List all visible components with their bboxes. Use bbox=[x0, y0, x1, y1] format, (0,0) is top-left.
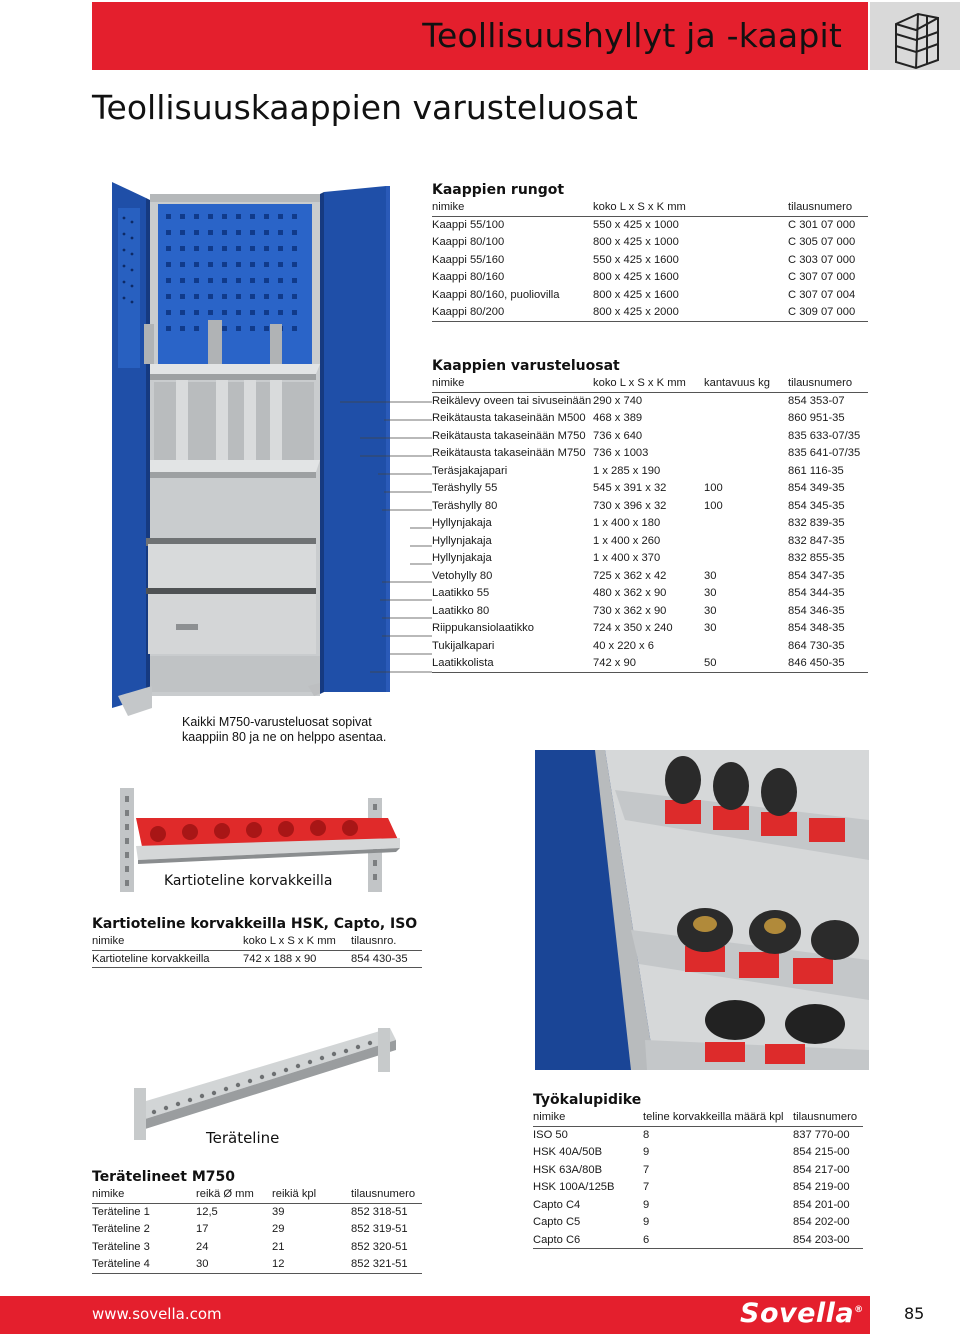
header-cell: teline korvakkeilla määrä kpl bbox=[643, 1111, 784, 1123]
table-row bbox=[432, 304, 868, 322]
table-header bbox=[432, 199, 868, 217]
cell: 861 116-35 bbox=[788, 464, 844, 477]
cell: 100 bbox=[704, 482, 723, 494]
table-row bbox=[533, 1214, 863, 1232]
cell: 39 bbox=[272, 1205, 285, 1218]
cell: Teräteline 2 bbox=[92, 1223, 150, 1235]
table-row bbox=[533, 1162, 863, 1180]
cell: Teräshylly 55 bbox=[432, 482, 498, 494]
cell: Teräteline 4 bbox=[92, 1258, 150, 1270]
table-row bbox=[432, 515, 868, 533]
kartioteline-title: Kartioteline korvakkeilla HSK, Capto, ISO bbox=[92, 916, 418, 932]
cell: 854 217-00 bbox=[793, 1163, 850, 1176]
table-row bbox=[432, 234, 868, 252]
header-cell: tilausnro. bbox=[351, 935, 397, 947]
cell: 852 320-51 bbox=[351, 1240, 408, 1253]
shelving-icon bbox=[870, 2, 960, 70]
cell: Teräteline 3 bbox=[92, 1240, 150, 1253]
page-number: 85 bbox=[904, 1304, 925, 1323]
header-cell: koko L x S x K mm bbox=[593, 201, 686, 213]
cell: 832 855-35 bbox=[788, 552, 845, 564]
header-band bbox=[92, 2, 868, 70]
table-row bbox=[432, 269, 868, 287]
header-cell: koko L x S x K mm bbox=[243, 935, 336, 947]
table-row bbox=[92, 1239, 422, 1257]
table-row bbox=[432, 393, 868, 411]
table-row bbox=[533, 1232, 863, 1250]
table-row bbox=[432, 217, 868, 235]
cell: Capto C4 bbox=[533, 1198, 581, 1211]
terateline-image-label: Teräteline bbox=[206, 1129, 280, 1147]
table-header bbox=[533, 1109, 863, 1127]
cell: 8 bbox=[643, 1128, 650, 1141]
cell: C 309 07 000 bbox=[788, 306, 856, 318]
cell: 30 bbox=[704, 569, 717, 582]
cell: 854 348-35 bbox=[788, 622, 845, 634]
table-row bbox=[432, 410, 868, 428]
cell: ISO 50 bbox=[533, 1128, 568, 1141]
cell: HSK 63A/80B bbox=[533, 1163, 603, 1176]
table-row bbox=[432, 533, 868, 551]
cell: HSK 100A/125B bbox=[533, 1181, 615, 1193]
table-row bbox=[432, 498, 868, 516]
header-cell: kantavuus kg bbox=[704, 377, 770, 389]
cell: 1 x 400 x 180 bbox=[593, 517, 661, 529]
cell: 736 x 1003 bbox=[593, 447, 649, 459]
teratelineet-title: Terätelineet M750 bbox=[92, 1169, 236, 1185]
cell: 550 x 425 x 1000 bbox=[593, 218, 679, 231]
header-cell: reikiä kpl bbox=[272, 1188, 317, 1200]
cell: 852 318-51 bbox=[351, 1205, 408, 1218]
cell: 742 x 188 x 90 bbox=[243, 952, 317, 965]
cell: 800 x 425 x 1000 bbox=[593, 236, 679, 248]
cell: Kaappi 55/100 bbox=[432, 218, 505, 231]
footer-url-link[interactable]: www.sovella.com bbox=[92, 1305, 222, 1323]
cell: 725 x 362 x 42 bbox=[593, 569, 667, 582]
cell: C 305 07 000 bbox=[788, 236, 856, 248]
cell: Vetohylly 80 bbox=[432, 569, 493, 582]
tyokalupidike-title: Työkalupidike bbox=[533, 1092, 642, 1108]
section-title: Teollisuushyllyt ja -kaapit bbox=[422, 16, 842, 55]
varusteluosat-title: Kaappien varusteluosat bbox=[432, 358, 620, 374]
cell: Hyllynjakaja bbox=[432, 517, 492, 529]
cell: C 303 07 000 bbox=[788, 253, 856, 266]
header-cell: koko L x S x K mm bbox=[593, 377, 686, 389]
cell: 736 x 640 bbox=[593, 429, 643, 442]
cell: 854 430-35 bbox=[351, 952, 408, 965]
header-cell: tilausnumero bbox=[788, 201, 853, 213]
kartioteline-table bbox=[92, 915, 422, 968]
cell: Riippukansiolaatikko bbox=[432, 622, 534, 634]
table-row bbox=[533, 1144, 863, 1162]
cell: Laatikko 80 bbox=[432, 604, 490, 617]
cell: Laatikko 55 bbox=[432, 587, 490, 599]
header-cell: nimike bbox=[432, 201, 465, 213]
cell: Reikätausta takaseinään M500 bbox=[432, 412, 586, 424]
cell: 9 bbox=[643, 1146, 650, 1158]
cell: 854 219-00 bbox=[793, 1181, 850, 1193]
table-row bbox=[432, 568, 868, 586]
cell: 860 951-35 bbox=[788, 412, 845, 424]
cell: Kaappi 80/200 bbox=[432, 306, 505, 318]
table-header bbox=[432, 375, 868, 393]
cell: Capto C6 bbox=[533, 1233, 581, 1246]
table-row bbox=[432, 445, 868, 463]
cell: 832 847-35 bbox=[788, 534, 845, 547]
cell: HSK 40A/50B bbox=[533, 1146, 603, 1158]
cell: 852 319-51 bbox=[351, 1223, 408, 1235]
table-row bbox=[432, 463, 868, 481]
cell: Laatikkolista bbox=[432, 657, 494, 669]
cell: 50 bbox=[704, 657, 717, 669]
header-cell: tilausnumero bbox=[793, 1111, 858, 1123]
table-row bbox=[92, 1204, 422, 1222]
cell: 800 x 425 x 1600 bbox=[593, 271, 679, 283]
table-row bbox=[432, 428, 868, 446]
cell: 7 bbox=[643, 1163, 650, 1176]
table-row bbox=[432, 287, 868, 305]
cell: 290 x 740 bbox=[593, 394, 643, 407]
shelf-icon-box bbox=[870, 2, 960, 70]
header-cell: nimike bbox=[533, 1111, 566, 1123]
cell: 854 349-35 bbox=[788, 482, 845, 494]
table-row bbox=[432, 585, 868, 603]
table-header bbox=[92, 933, 422, 951]
header-cell: nimike bbox=[432, 377, 465, 389]
header-cell: nimike bbox=[92, 1188, 125, 1200]
cell: Kaappi 55/160 bbox=[432, 253, 505, 266]
header-cell: tilausnumero bbox=[351, 1188, 416, 1200]
cell: 854 215-00 bbox=[793, 1146, 850, 1158]
cell: 9 bbox=[643, 1216, 650, 1228]
table-row bbox=[533, 1179, 863, 1197]
cell: 832 839-35 bbox=[788, 517, 845, 529]
cell: 852 321-51 bbox=[351, 1258, 408, 1270]
cell: 1 x 400 x 370 bbox=[593, 552, 661, 564]
cell: 550 x 425 x 1600 bbox=[593, 253, 679, 266]
cell: 854 353-07 bbox=[788, 394, 845, 407]
cell: 9 bbox=[643, 1198, 650, 1211]
table-row bbox=[432, 550, 868, 568]
cell: Kartioteline korvakkeilla bbox=[92, 952, 210, 965]
cell: 854 347-35 bbox=[788, 569, 845, 582]
table-row bbox=[432, 603, 868, 621]
kartioteline-image-label: Kartioteline korvakkeilla bbox=[164, 873, 333, 889]
table-row bbox=[432, 638, 868, 656]
cell: Reikätausta takaseinään M750 bbox=[432, 447, 586, 459]
cell: 854 203-00 bbox=[793, 1233, 850, 1246]
cell: 800 x 425 x 2000 bbox=[593, 306, 679, 318]
cell: 837 770-00 bbox=[793, 1128, 850, 1141]
teratelineet-table bbox=[92, 1168, 422, 1274]
cell: 30 bbox=[704, 604, 717, 617]
tyokalupidike-table bbox=[533, 1091, 863, 1249]
caption-line: Kaikki M750-varusteluosat sopivat bbox=[182, 715, 372, 729]
sovella-logo bbox=[740, 1298, 864, 1329]
cabinet-caption bbox=[182, 715, 386, 745]
page-title: Teollisuuskaappien varusteluosat bbox=[92, 88, 638, 127]
cell: 12 bbox=[272, 1258, 285, 1270]
registered-mark: ® bbox=[854, 1305, 864, 1315]
cell: Hyllynjakaja bbox=[432, 552, 492, 564]
leader-lines bbox=[300, 390, 440, 680]
cell: 480 x 362 x 90 bbox=[593, 587, 667, 599]
cell: 545 x 391 x 32 bbox=[593, 482, 667, 494]
logo-text: Sovella bbox=[740, 1298, 855, 1329]
cell: C 307 07 000 bbox=[788, 271, 856, 283]
cell: Kaappi 80/160 bbox=[432, 271, 505, 283]
cell: 730 x 396 x 32 bbox=[593, 499, 667, 512]
cell: C 307 07 004 bbox=[788, 288, 856, 301]
cell: 800 x 425 x 1600 bbox=[593, 288, 679, 301]
cell: Teräteline 1 bbox=[92, 1205, 150, 1218]
cell: 6 bbox=[643, 1233, 650, 1246]
cell: 854 346-35 bbox=[788, 604, 845, 617]
cell: 854 201-00 bbox=[793, 1198, 850, 1211]
cell: Reikätausta takaseinään M750 bbox=[432, 429, 586, 442]
rungot-table bbox=[432, 181, 868, 322]
cell: 24 bbox=[196, 1240, 209, 1253]
cell: 7 bbox=[643, 1181, 650, 1193]
table-row bbox=[432, 480, 868, 498]
tool-holder-photo bbox=[535, 750, 869, 1070]
cell: 1 x 400 x 260 bbox=[593, 534, 661, 547]
cell: 12,5 bbox=[196, 1205, 218, 1218]
cell: 21 bbox=[272, 1240, 285, 1253]
cell: 724 x 350 x 240 bbox=[593, 622, 673, 634]
cell: 854 202-00 bbox=[793, 1216, 850, 1228]
cell: Kaappi 80/100 bbox=[432, 236, 505, 248]
varusteluosat-table bbox=[432, 357, 868, 673]
cell: 854 345-35 bbox=[788, 499, 845, 512]
table-row bbox=[432, 620, 868, 638]
header-cell: tilausnumero bbox=[788, 377, 853, 389]
cell: Kaappi 80/160, puoliovilla bbox=[432, 288, 560, 301]
table-row bbox=[92, 1256, 422, 1274]
cell: 835 633-07/35 bbox=[788, 429, 861, 442]
cell: 29 bbox=[272, 1223, 285, 1235]
cell: Teräsjakajapari bbox=[432, 464, 508, 477]
cell: Capto C5 bbox=[533, 1216, 581, 1228]
table-row bbox=[432, 655, 868, 673]
cell: Tukijalkapari bbox=[432, 639, 495, 652]
table-row bbox=[533, 1197, 863, 1215]
cell: 468 x 389 bbox=[593, 412, 643, 424]
table-header bbox=[92, 1186, 422, 1204]
cell: 864 730-35 bbox=[788, 639, 845, 652]
table-row bbox=[92, 951, 422, 969]
cell: 30 bbox=[196, 1258, 209, 1270]
cell: 846 450-35 bbox=[788, 657, 845, 669]
cell: C 301 07 000 bbox=[788, 218, 856, 231]
table-row bbox=[533, 1127, 863, 1145]
cell: 17 bbox=[196, 1223, 209, 1235]
cell: 40 x 220 x 6 bbox=[593, 639, 654, 652]
rungot-title: Kaappien rungot bbox=[432, 182, 565, 198]
cell: 742 x 90 bbox=[593, 657, 636, 669]
cell: 1 x 285 x 190 bbox=[593, 464, 661, 477]
cell: Hyllynjakaja bbox=[432, 534, 492, 547]
cell: 835 641-07/35 bbox=[788, 447, 861, 459]
caption-line: kaappiin 80 ja ne on helppo asentaa. bbox=[182, 730, 387, 744]
table-row bbox=[432, 252, 868, 270]
cell: 854 344-35 bbox=[788, 587, 845, 599]
table-row bbox=[92, 1221, 422, 1239]
cell: 30 bbox=[704, 622, 717, 634]
header-cell: nimike bbox=[92, 935, 125, 947]
header-cell: reikä Ø mm bbox=[196, 1188, 254, 1200]
cell: 100 bbox=[704, 499, 723, 512]
cell: 30 bbox=[704, 587, 717, 599]
cell: Reikälevy oveen tai sivuseinään bbox=[432, 394, 592, 407]
cell: Teräshylly 80 bbox=[432, 499, 498, 512]
cell: 730 x 362 x 90 bbox=[593, 604, 667, 617]
